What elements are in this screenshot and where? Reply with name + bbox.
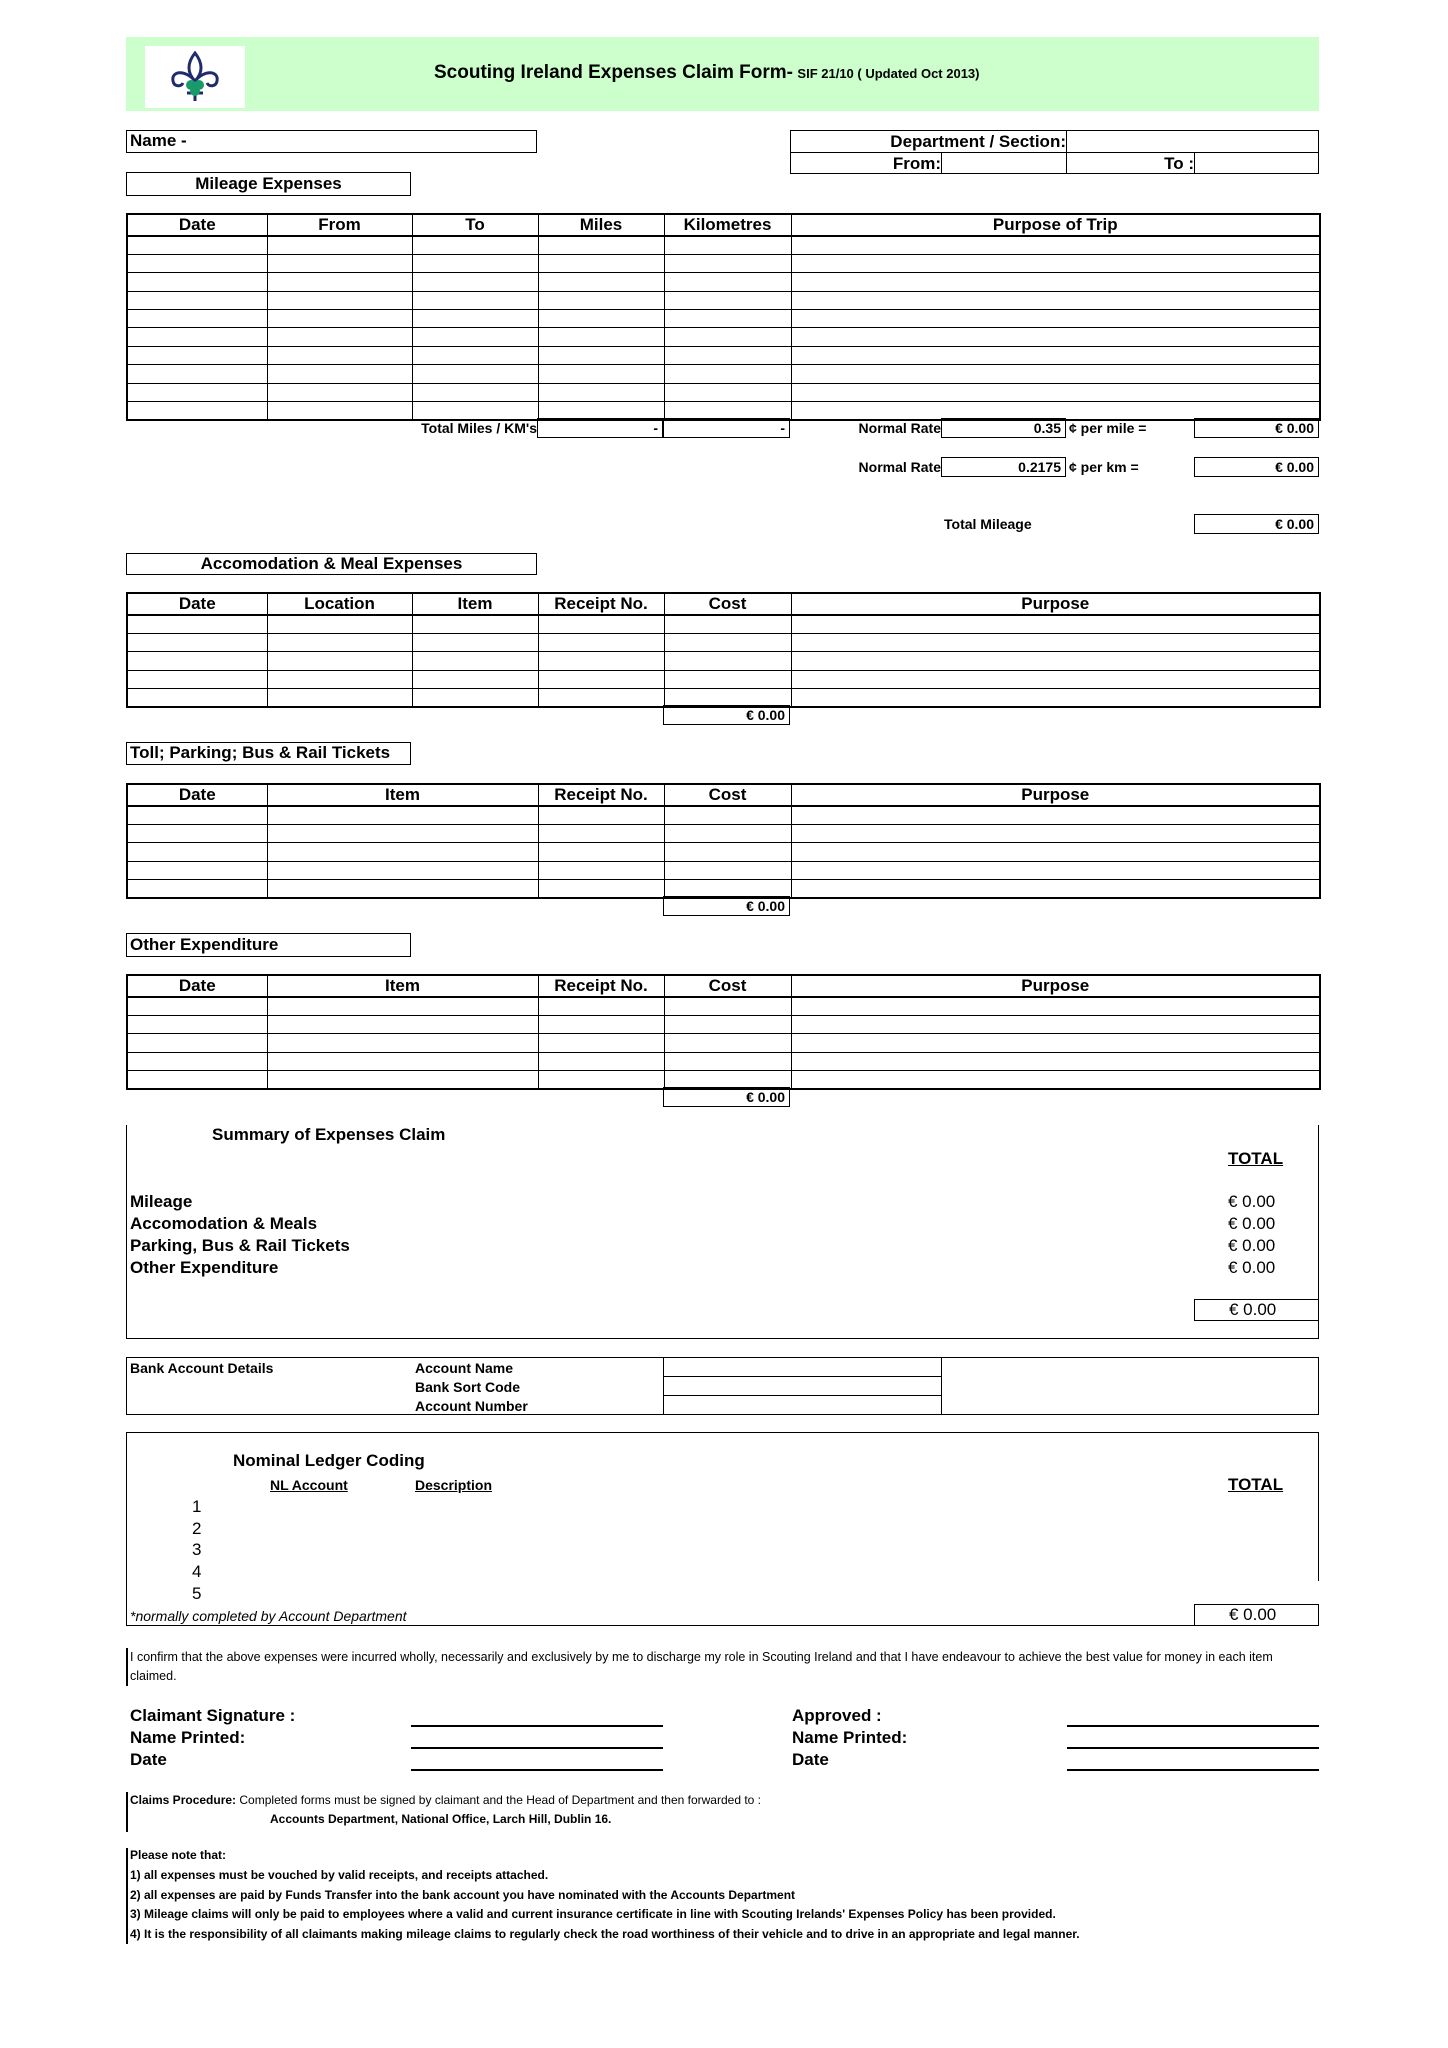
table-cell[interactable] [127, 843, 267, 861]
tolls-section-title [126, 742, 411, 765]
table-cell[interactable] [664, 861, 791, 879]
from-label: From: [892, 153, 941, 173]
note-item: 3) Mileage claims will only be paid to employees where a valid and current insurance certificate in line with Scouting Irelands' Expenses Policy has been provided. [130, 1907, 1056, 1921]
table-cell[interactable] [127, 254, 267, 272]
table-cell[interactable] [791, 633, 1320, 651]
department-input[interactable] [1067, 131, 1317, 152]
claimant-date-label: Date [130, 1750, 167, 1769]
other-total: € 0.00 [663, 1087, 790, 1107]
table-cell[interactable] [127, 806, 267, 824]
claimant-signature-label: Claimant Signature : [130, 1706, 296, 1725]
nl-line-number: 5 [192, 1583, 202, 1603]
table-cell[interactable] [127, 328, 267, 346]
table-cell[interactable] [791, 383, 1320, 401]
table-cell[interactable] [791, 346, 1320, 364]
table-cell[interactable] [127, 365, 267, 383]
approver-name-line[interactable] [1067, 1747, 1319, 1749]
column-header-from: From [267, 214, 412, 236]
column-header-receipt-no-: Receipt No. [538, 784, 664, 806]
column-header-cost: Cost [664, 975, 791, 997]
description-header: Description [415, 1477, 493, 1493]
table-row [127, 328, 1320, 346]
accommodation-section-title [126, 553, 537, 575]
bank-details-label: Bank Account Details [130, 1360, 274, 1376]
per-km-label: ¢ per km = [1069, 459, 1139, 475]
summary-total-header: TOTAL [1228, 1149, 1284, 1168]
column-header-purpose: Purpose [791, 975, 1320, 997]
nl-line-number: 3 [192, 1540, 202, 1560]
table-cell[interactable] [412, 346, 538, 364]
table-cell[interactable] [267, 1052, 538, 1070]
table-cell[interactable] [664, 670, 791, 688]
table-row [127, 273, 1320, 291]
table-cell[interactable] [538, 1071, 664, 1089]
table-cell[interactable] [538, 880, 664, 898]
summary-item-value: € 0.00 [1228, 1192, 1276, 1211]
table-cell[interactable] [267, 880, 538, 898]
mile-amount-value: € 0.00 [1194, 418, 1319, 438]
nominal-ledger-title: Nominal Ledger Coding [233, 1451, 425, 1470]
normal-rate-mile-label: Normal Rate [858, 420, 941, 436]
summary-item-value: € 0.00 [1228, 1258, 1276, 1277]
column-header-kilometres: Kilometres [664, 214, 791, 236]
table-cell[interactable] [267, 310, 412, 328]
summary-item-label: Parking, Bus & Rail Tickets [130, 1236, 350, 1255]
table-cell[interactable] [791, 254, 1320, 272]
table-cell[interactable] [664, 310, 791, 328]
form-code: SIF 21/10 ( Updated Oct 2013) [797, 66, 980, 81]
table-header-row [127, 784, 1320, 806]
claimant-date-line[interactable] [411, 1769, 663, 1771]
table-cell[interactable] [791, 997, 1320, 1015]
table-cell[interactable] [267, 346, 412, 364]
column-header-date: Date [127, 975, 267, 997]
accommodation-table [126, 592, 1321, 708]
table-cell[interactable] [664, 254, 791, 272]
table-cell[interactable] [412, 328, 538, 346]
total-km-value: - [663, 418, 790, 438]
table-cell[interactable] [538, 236, 664, 254]
form-title [434, 62, 980, 84]
table-cell[interactable] [127, 633, 267, 651]
nl-line-number: 1 [192, 1497, 202, 1516]
table-cell[interactable] [538, 383, 664, 401]
note-item: 4) It is the responsibility of all claimants making mileage claims to regularly check the road worthiness of their vehicle and to drive in an appropriate and legal manner. [130, 1926, 1080, 1941]
table-cell[interactable] [127, 652, 267, 670]
table-cell[interactable] [538, 346, 664, 364]
from-date-input[interactable] [942, 153, 1065, 174]
table-cell[interactable] [791, 861, 1320, 879]
total-miles-label: Total Miles / KM's [421, 419, 537, 436]
nl-line-number: 2 [192, 1518, 202, 1538]
table-header-row [127, 593, 1320, 615]
table-cell[interactable] [664, 997, 791, 1015]
table-row [127, 383, 1320, 401]
table-cell[interactable] [791, 1015, 1320, 1033]
approver-name-printed-label: Name Printed: [792, 1728, 908, 1747]
table-cell[interactable] [538, 689, 664, 707]
column-header-date: Date [127, 784, 267, 806]
table-cell[interactable] [127, 615, 267, 633]
table-cell[interactable] [267, 273, 412, 291]
table-row [127, 997, 1320, 1015]
to-date-input[interactable] [1195, 153, 1318, 174]
account-number-input[interactable] [665, 1396, 940, 1414]
table-cell[interactable] [538, 861, 664, 879]
table-cell[interactable] [412, 236, 538, 254]
table-cell[interactable] [791, 670, 1320, 688]
table-cell[interactable] [791, 689, 1320, 707]
table-cell[interactable] [127, 689, 267, 707]
table-cell[interactable] [412, 652, 538, 670]
normal-rate-km-label: Normal Rate [858, 459, 941, 475]
table-row [127, 1034, 1320, 1052]
table-row [127, 615, 1320, 633]
table-cell[interactable] [412, 615, 538, 633]
table-cell[interactable] [267, 861, 538, 879]
name-label: Name - [130, 131, 187, 150]
table-cell[interactable] [127, 402, 267, 420]
column-header-cost: Cost [664, 784, 791, 806]
table-cell[interactable] [127, 1052, 267, 1070]
column-header-to: To [412, 214, 538, 236]
table-cell[interactable] [267, 615, 412, 633]
table-cell[interactable] [538, 670, 664, 688]
table-cell[interactable] [127, 997, 267, 1015]
table-header-row [127, 975, 1320, 997]
column-header-receipt-no-: Receipt No. [538, 975, 664, 997]
accounts-address: Accounts Department, National Office, Larch Hill, Dublin 16. [270, 1812, 612, 1826]
sort-code-label: Bank Sort Code [415, 1379, 521, 1395]
table-cell[interactable] [412, 383, 538, 401]
table-cell[interactable] [538, 843, 664, 861]
account-number-label: Account Number [415, 1398, 528, 1414]
table-row [127, 365, 1320, 383]
nominal-total: € 0.00 [1194, 1604, 1319, 1626]
table-row [127, 843, 1320, 861]
name-field[interactable] [126, 130, 537, 153]
tolls-total: € 0.00 [663, 896, 790, 916]
table-cell[interactable] [664, 346, 791, 364]
table-cell[interactable] [791, 1034, 1320, 1052]
note-item: 2) all expenses are paid by Funds Transfer into the bank account you have nominated with the Accounts Department [130, 1887, 796, 1902]
table-cell[interactable] [267, 806, 538, 824]
nl-line-number: 4 [192, 1562, 202, 1582]
table-cell[interactable] [267, 652, 412, 670]
table-cell[interactable] [664, 652, 791, 670]
table-cell[interactable] [412, 291, 538, 309]
column-header-purpose: Purpose [791, 593, 1320, 615]
other-title-text: Other Expenditure [130, 935, 279, 954]
approver-date-line[interactable] [1067, 1769, 1319, 1771]
table-cell[interactable] [538, 1034, 664, 1052]
table-row [127, 1052, 1320, 1070]
approved-label: Approved : [792, 1706, 882, 1725]
table-cell[interactable] [412, 689, 538, 707]
table-cell[interactable] [127, 273, 267, 291]
mileage-title-text: Mileage Expenses [195, 174, 342, 193]
scouting-ireland-logo [145, 46, 245, 108]
column-header-date: Date [127, 593, 267, 615]
summary-item-label: Other Expenditure [130, 1258, 279, 1277]
table-cell[interactable] [127, 310, 267, 328]
note-item: 1) all expenses must be vouched by valid receipts, and receipts attached. [130, 1868, 549, 1882]
table-cell[interactable] [267, 670, 412, 688]
table-cell[interactable] [127, 824, 267, 842]
table-cell[interactable] [664, 843, 791, 861]
table-cell[interactable] [267, 997, 538, 1015]
table-cell[interactable] [664, 633, 791, 651]
table-header-row [127, 214, 1320, 236]
confirmation-statement: I confirm that the above expenses were incurred wholly, necessarily and exclusively by me to discharge my role in Scouting Ireland and that I have endeavour to achieve the best value for money in each item claimed. [130, 1650, 1273, 1683]
table-cell[interactable] [538, 365, 664, 383]
table-cell[interactable] [664, 273, 791, 291]
table-cell[interactable] [664, 615, 791, 633]
table-cell[interactable] [267, 365, 412, 383]
column-header-location: Location [267, 593, 412, 615]
table-cell[interactable] [267, 1071, 538, 1089]
notes-title: Please note that: [130, 1848, 227, 1862]
table-cell[interactable] [791, 236, 1320, 254]
account-name-input[interactable] [665, 1358, 940, 1376]
accommodation-title-text: Accomodation & Meal Expenses [200, 554, 463, 573]
claims-procedure [130, 1793, 761, 1807]
table-cell[interactable] [664, 1034, 791, 1052]
table-row [127, 291, 1320, 309]
table-cell[interactable] [127, 346, 267, 364]
table-cell[interactable] [791, 843, 1320, 861]
table-cell[interactable] [127, 236, 267, 254]
department-label: Department / Section: [890, 131, 1066, 151]
account-name-label: Account Name [415, 1360, 514, 1376]
table-row [127, 861, 1320, 879]
table-cell[interactable] [267, 291, 412, 309]
summary-item-value: € 0.00 [1228, 1214, 1276, 1233]
summary-title: Summary of Expenses Claim [212, 1125, 446, 1144]
table-cell[interactable] [791, 806, 1320, 824]
claims-procedure-text: Completed forms must be signed by claimant and the Head of Department and then forwarded to : [239, 1793, 762, 1807]
accommodation-total: € 0.00 [663, 705, 790, 725]
column-header-receipt-no-: Receipt No. [538, 593, 664, 615]
table-cell[interactable] [538, 291, 664, 309]
to-label: To : [1164, 153, 1194, 173]
table-cell[interactable] [538, 1052, 664, 1070]
table-cell[interactable] [127, 861, 267, 879]
mileage-table [126, 213, 1321, 421]
table-cell[interactable] [538, 997, 664, 1015]
table-cell[interactable] [538, 328, 664, 346]
table-cell[interactable] [267, 1015, 538, 1033]
nominal-total-header: TOTAL [1228, 1475, 1284, 1494]
per-mile-label: ¢ per mile = [1069, 420, 1147, 436]
summary-item-label: Mileage [130, 1192, 193, 1211]
table-cell[interactable] [412, 310, 538, 328]
table-cell[interactable] [267, 328, 412, 346]
title-text: Scouting Ireland Expenses Claim Form- [434, 62, 793, 83]
table-cell[interactable] [538, 633, 664, 651]
table-cell[interactable] [267, 633, 412, 651]
table-row [127, 806, 1320, 824]
summary-item-value: € 0.00 [1228, 1236, 1276, 1255]
claims-procedure-label: Claims Procedure: [130, 1793, 237, 1807]
table-cell[interactable] [538, 824, 664, 842]
table-cell[interactable] [538, 615, 664, 633]
rate-per-mile-value: 0.35 [941, 418, 1066, 438]
summary-grand-total: € 0.00 [1194, 1299, 1319, 1321]
table-cell[interactable] [412, 273, 538, 291]
table-cell[interactable] [127, 291, 267, 309]
table-cell[interactable] [664, 365, 791, 383]
table-cell[interactable] [664, 236, 791, 254]
table-cell[interactable] [267, 824, 538, 842]
table-row [127, 670, 1320, 688]
table-cell[interactable] [791, 365, 1320, 383]
summary-item-label: Accomodation & Meals [130, 1214, 318, 1233]
rate-per-km-value: 0.2175 [941, 457, 1066, 477]
table-cell[interactable] [664, 328, 791, 346]
table-cell[interactable] [412, 365, 538, 383]
table-cell[interactable] [664, 806, 791, 824]
claimant-name-line[interactable] [411, 1747, 663, 1749]
column-header-date: Date [127, 214, 267, 236]
table-cell[interactable] [791, 310, 1320, 328]
km-amount-value: € 0.00 [1194, 457, 1319, 477]
approver-signature-line[interactable] [1067, 1725, 1319, 1727]
column-header-purpose-of-trip: Purpose of Trip [791, 214, 1320, 236]
table-cell[interactable] [791, 615, 1320, 633]
total-mileage-value: € 0.00 [1194, 514, 1319, 534]
table-cell[interactable] [791, 880, 1320, 898]
column-header-purpose: Purpose [791, 784, 1320, 806]
column-header-item: Item [267, 784, 538, 806]
approver-date-label: Date [792, 1750, 829, 1769]
table-cell[interactable] [791, 1052, 1320, 1070]
table-cell[interactable] [127, 1034, 267, 1052]
table-cell[interactable] [664, 383, 791, 401]
table-row [127, 310, 1320, 328]
table-cell[interactable] [664, 824, 791, 842]
total-mileage-label: Total Mileage [944, 516, 1032, 532]
table-cell[interactable] [127, 1015, 267, 1033]
table-row [127, 633, 1320, 651]
claimant-name-printed-label: Name Printed: [130, 1728, 246, 1747]
table-cell[interactable] [267, 236, 412, 254]
total-miles-value: - [537, 418, 663, 438]
table-cell[interactable] [267, 254, 412, 272]
table-cell[interactable] [791, 824, 1320, 842]
table-cell[interactable] [267, 689, 412, 707]
table-cell[interactable] [791, 1071, 1320, 1089]
table-cell[interactable] [538, 273, 664, 291]
table-cell[interactable] [791, 328, 1320, 346]
table-cell[interactable] [538, 1015, 664, 1033]
nl-account-header: NL Account [270, 1477, 348, 1493]
column-header-miles: Miles [538, 214, 664, 236]
table-cell[interactable] [267, 383, 412, 401]
table-cell[interactable] [127, 880, 267, 898]
tolls-title-text: Toll; Parking; Bus & Rail Tickets [130, 743, 391, 762]
nominal-footnote: *normally completed by Account Department [130, 1608, 407, 1624]
table-cell[interactable] [538, 254, 664, 272]
table-cell[interactable] [664, 1015, 791, 1033]
table-cell[interactable] [267, 1034, 538, 1052]
claimant-signature-line[interactable] [411, 1725, 663, 1727]
table-cell[interactable] [412, 633, 538, 651]
table-row [127, 824, 1320, 842]
table-cell[interactable] [791, 273, 1320, 291]
table-row [127, 1015, 1320, 1033]
table-row [127, 346, 1320, 364]
sort-code-input[interactable] [665, 1377, 940, 1395]
table-cell[interactable] [538, 652, 664, 670]
table-cell[interactable] [538, 310, 664, 328]
tolls-table [126, 783, 1321, 899]
table-cell[interactable] [412, 254, 538, 272]
table-row [127, 254, 1320, 272]
table-cell[interactable] [127, 1071, 267, 1089]
other-table [126, 974, 1321, 1090]
table-cell[interactable] [664, 1052, 791, 1070]
table-cell[interactable] [664, 291, 791, 309]
table-cell[interactable] [127, 383, 267, 401]
table-cell[interactable] [791, 652, 1320, 670]
column-header-item: Item [267, 975, 538, 997]
table-cell[interactable] [127, 670, 267, 688]
table-row [127, 652, 1320, 670]
table-row [127, 236, 1320, 254]
column-header-cost: Cost [664, 593, 791, 615]
table-cell[interactable] [267, 843, 538, 861]
column-header-item: Item [412, 593, 538, 615]
table-cell[interactable] [412, 670, 538, 688]
table-cell[interactable] [538, 806, 664, 824]
other-section-title [126, 933, 411, 957]
mileage-section-title [126, 172, 411, 196]
table-cell[interactable] [791, 291, 1320, 309]
